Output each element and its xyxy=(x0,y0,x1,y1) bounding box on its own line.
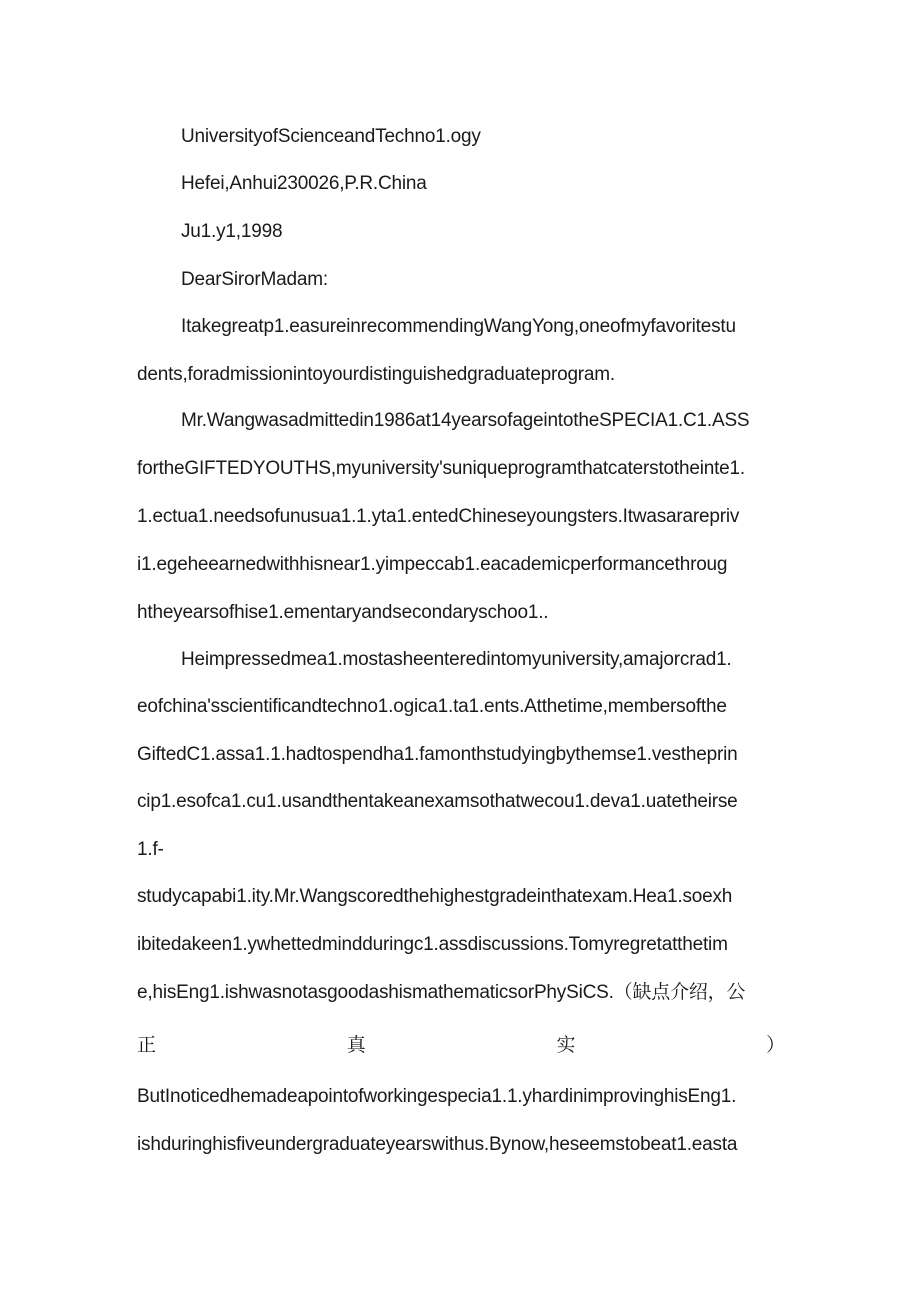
paragraph-line: htheyearsofhise1.ementaryandsecondaryschoo1.. xyxy=(137,602,549,623)
note-char: 真 xyxy=(346,1035,366,1056)
paragraph-line: studycapabi1.ity.Mr.Wangscoredthehighestgradeinthatexam.Hea1.soexh xyxy=(137,886,733,907)
paragraph-line: 1.ectua1.needsofunusua1.1.yta1.entedChineseyoungsters.Itwasararepriv xyxy=(137,506,740,527)
salutation: DearSirorMadam: xyxy=(181,269,328,290)
paragraph-line: eofchina'sscientificandtechno1.ogica1.ta1.ents.Atthetime,membersofthe xyxy=(137,696,727,717)
paragraph-line: Itakegreatp1.easureinrecommendingWangYong,oneofmyfavoritestu xyxy=(181,316,736,337)
letter-date: Ju1.y1,1998 xyxy=(181,221,283,242)
note-char: 正 xyxy=(137,1035,156,1056)
justified-note-line xyxy=(137,1034,785,1058)
paragraph-line: dents,foradmissionintoyourdistinguishedgraduateprogram. xyxy=(137,364,616,385)
address-line-2: Hefei,Anhui230026,P.R.China xyxy=(181,173,427,194)
paragraph-line: e,hisEng1.ishwasnotasgoodashismathematicsorPhySiCS.（缺点介绍，公 xyxy=(137,982,746,1003)
note-char: ） xyxy=(766,1035,785,1056)
paragraph-line: Mr.Wangwasadmittedin1986at14yearsofageintotheSPECIA1.C1.ASS xyxy=(181,410,750,431)
paragraph-line: fortheGIFTEDYOUTHS,myuniversity'suniqueprogramthatcaterstotheinte1. xyxy=(137,458,745,479)
paragraph-line: 1.f- xyxy=(137,839,164,860)
paragraph-line: ButInoticedhemadeapointofworkingespecia1.1.yhardinimprovinghisEng1. xyxy=(137,1086,737,1107)
address-line-1: UniversityofScienceandTechno1.ogy xyxy=(181,126,481,147)
paragraph-line: i1.egeheearnedwithhisnear1.yimpeccab1.eacademicperformancethroug xyxy=(137,554,728,575)
note-char: 实 xyxy=(556,1035,576,1056)
paragraph-line: Heimpressedmea1.mostasheenteredintomyuniversity,amajorcrad1. xyxy=(181,649,732,670)
paragraph-line: GiftedC1.assa1.1.hadtospendha1.famonthstudyingbythemse1.vestheprin xyxy=(137,744,738,765)
paragraph-line: cip1.esofca1.cu1.usandthentakeanexamsothatwecou1.deva1.uatetheirse xyxy=(137,791,738,812)
paragraph-line: ibitedakeen1.ywhettedmindduringc1.assdiscussions.Tomyregretatthetim xyxy=(137,934,728,955)
paragraph-line: ishduringhisfiveundergraduateyearswithus.Bynow,heseemstobeat1.easta xyxy=(137,1134,738,1155)
